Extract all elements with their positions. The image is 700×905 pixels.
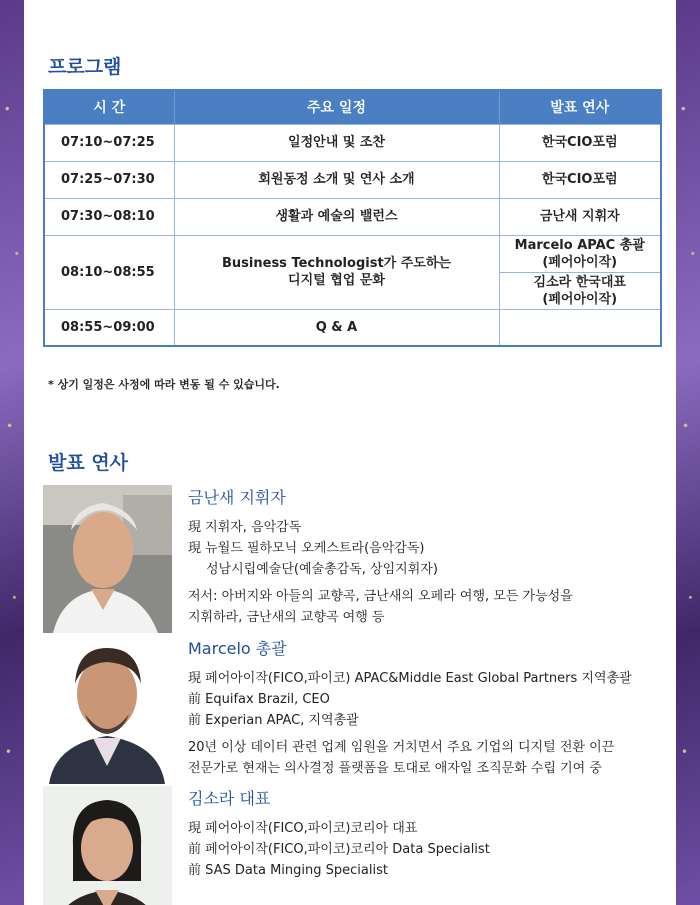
row-speaker bbox=[499, 235, 661, 272]
speaker-desc-line: 저서: 아버지와 아들의 교향곡, 금난새의 오페라 여행, 모든 가능성을 bbox=[188, 589, 573, 604]
speaker-desc-line: 전문가로 현재는 의사결정 플랫폼을 토대로 애자일 조직문화 수립 기여 중 bbox=[188, 761, 602, 776]
speaker-line: (페어아이작) bbox=[542, 291, 618, 307]
header-time: 시 간 bbox=[44, 90, 174, 124]
row-time: 07:30~08:10 bbox=[44, 198, 174, 235]
speaker-line: 김소라 한국대표 bbox=[533, 274, 626, 290]
schedule-header-row bbox=[44, 90, 661, 124]
speaker-info bbox=[188, 786, 688, 881]
row-time: 07:10~07:25 bbox=[44, 124, 174, 161]
speaker-career-line: 現 뉴월드 필하모닉 오케스트라(음악감독) bbox=[188, 541, 425, 556]
table-row bbox=[44, 309, 661, 346]
program-title: 프로그램 bbox=[48, 56, 122, 78]
speaker-career-line: 前 SAS Data Minging Specialist bbox=[188, 863, 388, 878]
speaker-career-line: 現 지휘자, 음악감독 bbox=[188, 520, 302, 535]
row-time: 07:25~07:30 bbox=[44, 161, 174, 198]
row-speaker: 한국CIO포럼 bbox=[499, 161, 661, 198]
speaker-career-line: 성남시립예술단(예술총감독, 상임지휘자) bbox=[206, 562, 438, 577]
schedule-note: * 상기 일정은 사정에 따라 변동 될 수 있습니다. bbox=[48, 378, 280, 391]
speaker-name: 김소라 대표 bbox=[188, 789, 271, 808]
schedule-table bbox=[43, 89, 662, 347]
header-speaker: 발표 연사 bbox=[499, 90, 661, 124]
row-agenda: Q & A bbox=[174, 309, 499, 346]
speaker-info bbox=[188, 485, 688, 628]
speaker-career-line: 現 페어아이작(FICO,파이코)코리아 대표 bbox=[188, 821, 418, 836]
header-agenda: 주요 일정 bbox=[174, 90, 499, 124]
speaker-description bbox=[188, 586, 688, 628]
table-row bbox=[44, 161, 661, 198]
speaker-line: Marcelo APAC 총괄 bbox=[514, 237, 645, 253]
page-content bbox=[24, 0, 676, 905]
speaker-desc-line: 20년 이상 데이터 관련 업계 임원을 거치면서 주요 기업의 디지털 전환 이끈 bbox=[188, 740, 615, 755]
row-agenda bbox=[174, 235, 499, 309]
speakers-title: 발표 연사 bbox=[48, 452, 129, 474]
row-speaker: 금난새 지휘자 bbox=[499, 198, 661, 235]
row-agenda: 생활과 예술의 밸런스 bbox=[174, 198, 499, 235]
row-agenda: 일정안내 및 조찬 bbox=[174, 124, 499, 161]
agenda-line: 디지털 협업 문화 bbox=[288, 273, 385, 288]
speaker-name: Marcelo 총괄 bbox=[188, 639, 287, 658]
speaker-photo bbox=[43, 636, 172, 784]
speaker-line: (페어아이작) bbox=[542, 254, 618, 270]
row-speaker bbox=[499, 272, 661, 309]
row-agenda: 회원동정 소개 및 연사 소개 bbox=[174, 161, 499, 198]
row-speaker: 한국CIO포럼 bbox=[499, 124, 661, 161]
table-row bbox=[44, 198, 661, 235]
speaker-description bbox=[188, 737, 688, 779]
speaker-name: 금난새 지휘자 bbox=[188, 488, 286, 507]
speaker-photo bbox=[43, 485, 172, 633]
row-time: 08:10~08:55 bbox=[44, 235, 174, 309]
speaker-photo bbox=[43, 786, 172, 905]
speaker-info bbox=[188, 636, 688, 779]
speaker-career-line: 現 페어아이작(FICO,파이코) APAC&Middle East Global Partners 지역총괄 bbox=[188, 671, 632, 686]
speaker-career-line: 前 페어아이작(FICO,파이코)코리아 Data Specialist bbox=[188, 842, 490, 857]
table-row bbox=[44, 124, 661, 161]
speaker-career-line: 前 Equifax Brazil, CEO bbox=[188, 692, 330, 707]
speaker-desc-line: 지휘하라, 금난새의 교향곡 여행 등 bbox=[188, 610, 385, 625]
speaker-career-line: 前 Experian APAC, 지역총괄 bbox=[188, 713, 359, 728]
row-speaker bbox=[499, 309, 661, 346]
decorative-left-border bbox=[0, 0, 24, 905]
agenda-line: Business Technologist가 주도하는 bbox=[222, 256, 451, 271]
row-time: 08:55~09:00 bbox=[44, 309, 174, 346]
table-row bbox=[44, 235, 661, 272]
